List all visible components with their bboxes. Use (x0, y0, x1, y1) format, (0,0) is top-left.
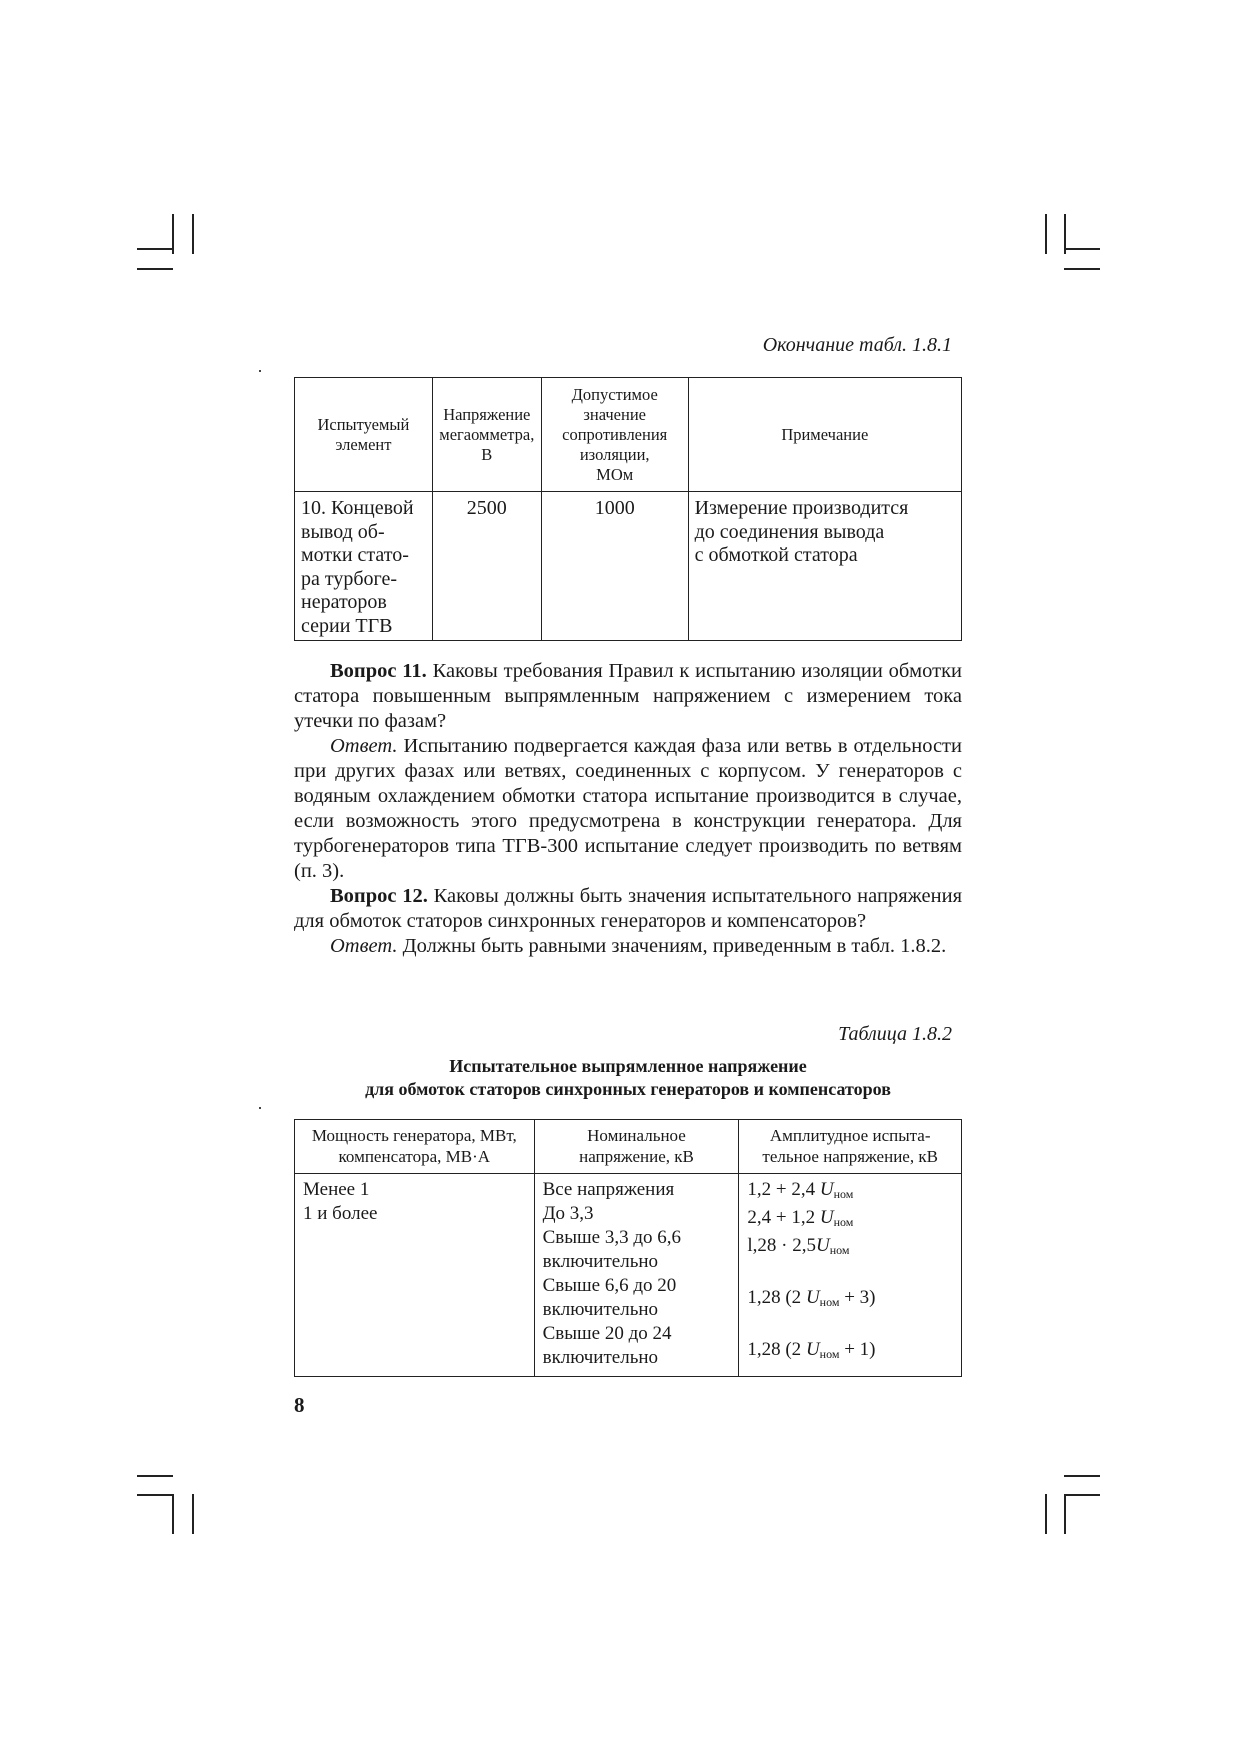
qa-section (294, 659, 962, 959)
question-11-label: Вопрос 11. (330, 660, 427, 682)
cell-voltage: 2500 (432, 492, 541, 641)
header-resistance: Допустимое значение сопротивления изоляции, МОм (541, 378, 688, 492)
question-12-label: Вопрос 12. (330, 885, 428, 907)
answer-12 (294, 934, 962, 959)
amplitude-formula: 2,4 + 1,2 $U_{ном}$ (747, 1207, 854, 1229)
answer-12-text: Должны быть равными значениям, приведенным в табл. 1.8.2. (397, 935, 947, 957)
question-11 (294, 659, 962, 734)
table1-caption: Окончание табл. 1.8.1 (762, 334, 952, 356)
cell-element: 10. Концевой вывод об- мотки стато- ра турбоге- нераторов серии ТГВ (295, 492, 433, 641)
header-element: Испытуемый элемент (295, 378, 433, 492)
answer-11 (294, 734, 962, 884)
answer-12-label: Ответ. (330, 935, 398, 957)
question-11-text: Каковы требования Правил к испытанию изоляции обмотки статора повышенным выпрямленным напряжением с измерением тока утечки по фазам? (294, 660, 963, 732)
question-12-text: Каковы должны быть значения испытательного напряжения для обмоток статоров синхронных генераторов и компенсаторов? (294, 885, 962, 932)
cell-note: Измерение производится до соединения вывода с обмоткой статора (688, 492, 961, 641)
answer-11-label: Ответ. (330, 735, 398, 757)
table-1-8-1 (294, 377, 962, 641)
amplitude-formula: 1,28 (2 $U_{ном} + 1$) (747, 1339, 876, 1361)
header-amplitude: Амплитудное испыта- тельное напряжение, кВ (739, 1120, 962, 1174)
header-nominal: Номинальное напряжение, кВ (534, 1120, 739, 1174)
table2-caption: Таблица 1.8.2 (838, 1023, 952, 1045)
cell-power: Менее 1 1 и более (295, 1174, 535, 1377)
cell-amplitude (739, 1174, 962, 1377)
amplitude-formula: $l,28 \cdot 2,5U_{ном}$ (747, 1235, 850, 1257)
cell-resistance: 1000 (541, 492, 688, 641)
table2-title: Испытательное выпрямленное напряжение для обмоток статоров синхронных генераторов и компенсаторов (365, 1056, 891, 1099)
question-12 (294, 884, 962, 934)
amplitude-formula: 1,28 (2 $U_{ном} + 3$) (747, 1287, 876, 1309)
header-note: Примечание (688, 378, 961, 492)
cell-nominal: Все напряжения До 3,3 Свыше 3,3 до 6,6 включительно Свыше 6,6 до 20 включительно Свыше 20 до 24 включительно (534, 1174, 739, 1377)
page-number: 8 (294, 1393, 305, 1417)
header-voltage: Напряжение мегаомметра, В (432, 378, 541, 492)
header-power: Мощность генератора, МВт, компенсатора, МВ·А (295, 1120, 535, 1174)
answer-11-text: Испытанию подвергается каждая фаза или ветвь в отдельности при других фазах или ветвях, соединенных с корпусом. У генераторов с водяным охлаждением обмотки статора испытание производится в случае, если возможность этого предусмотрена в конструкции генератора. Для турбогенераторов типа ТГВ-300 испытание следует производить по ветвям (п. 3). (294, 735, 962, 882)
table-1-8-2 (294, 1119, 962, 1377)
amplitude-formula: 1,2 + 2,4 $U_{ном}$ (747, 1179, 854, 1201)
